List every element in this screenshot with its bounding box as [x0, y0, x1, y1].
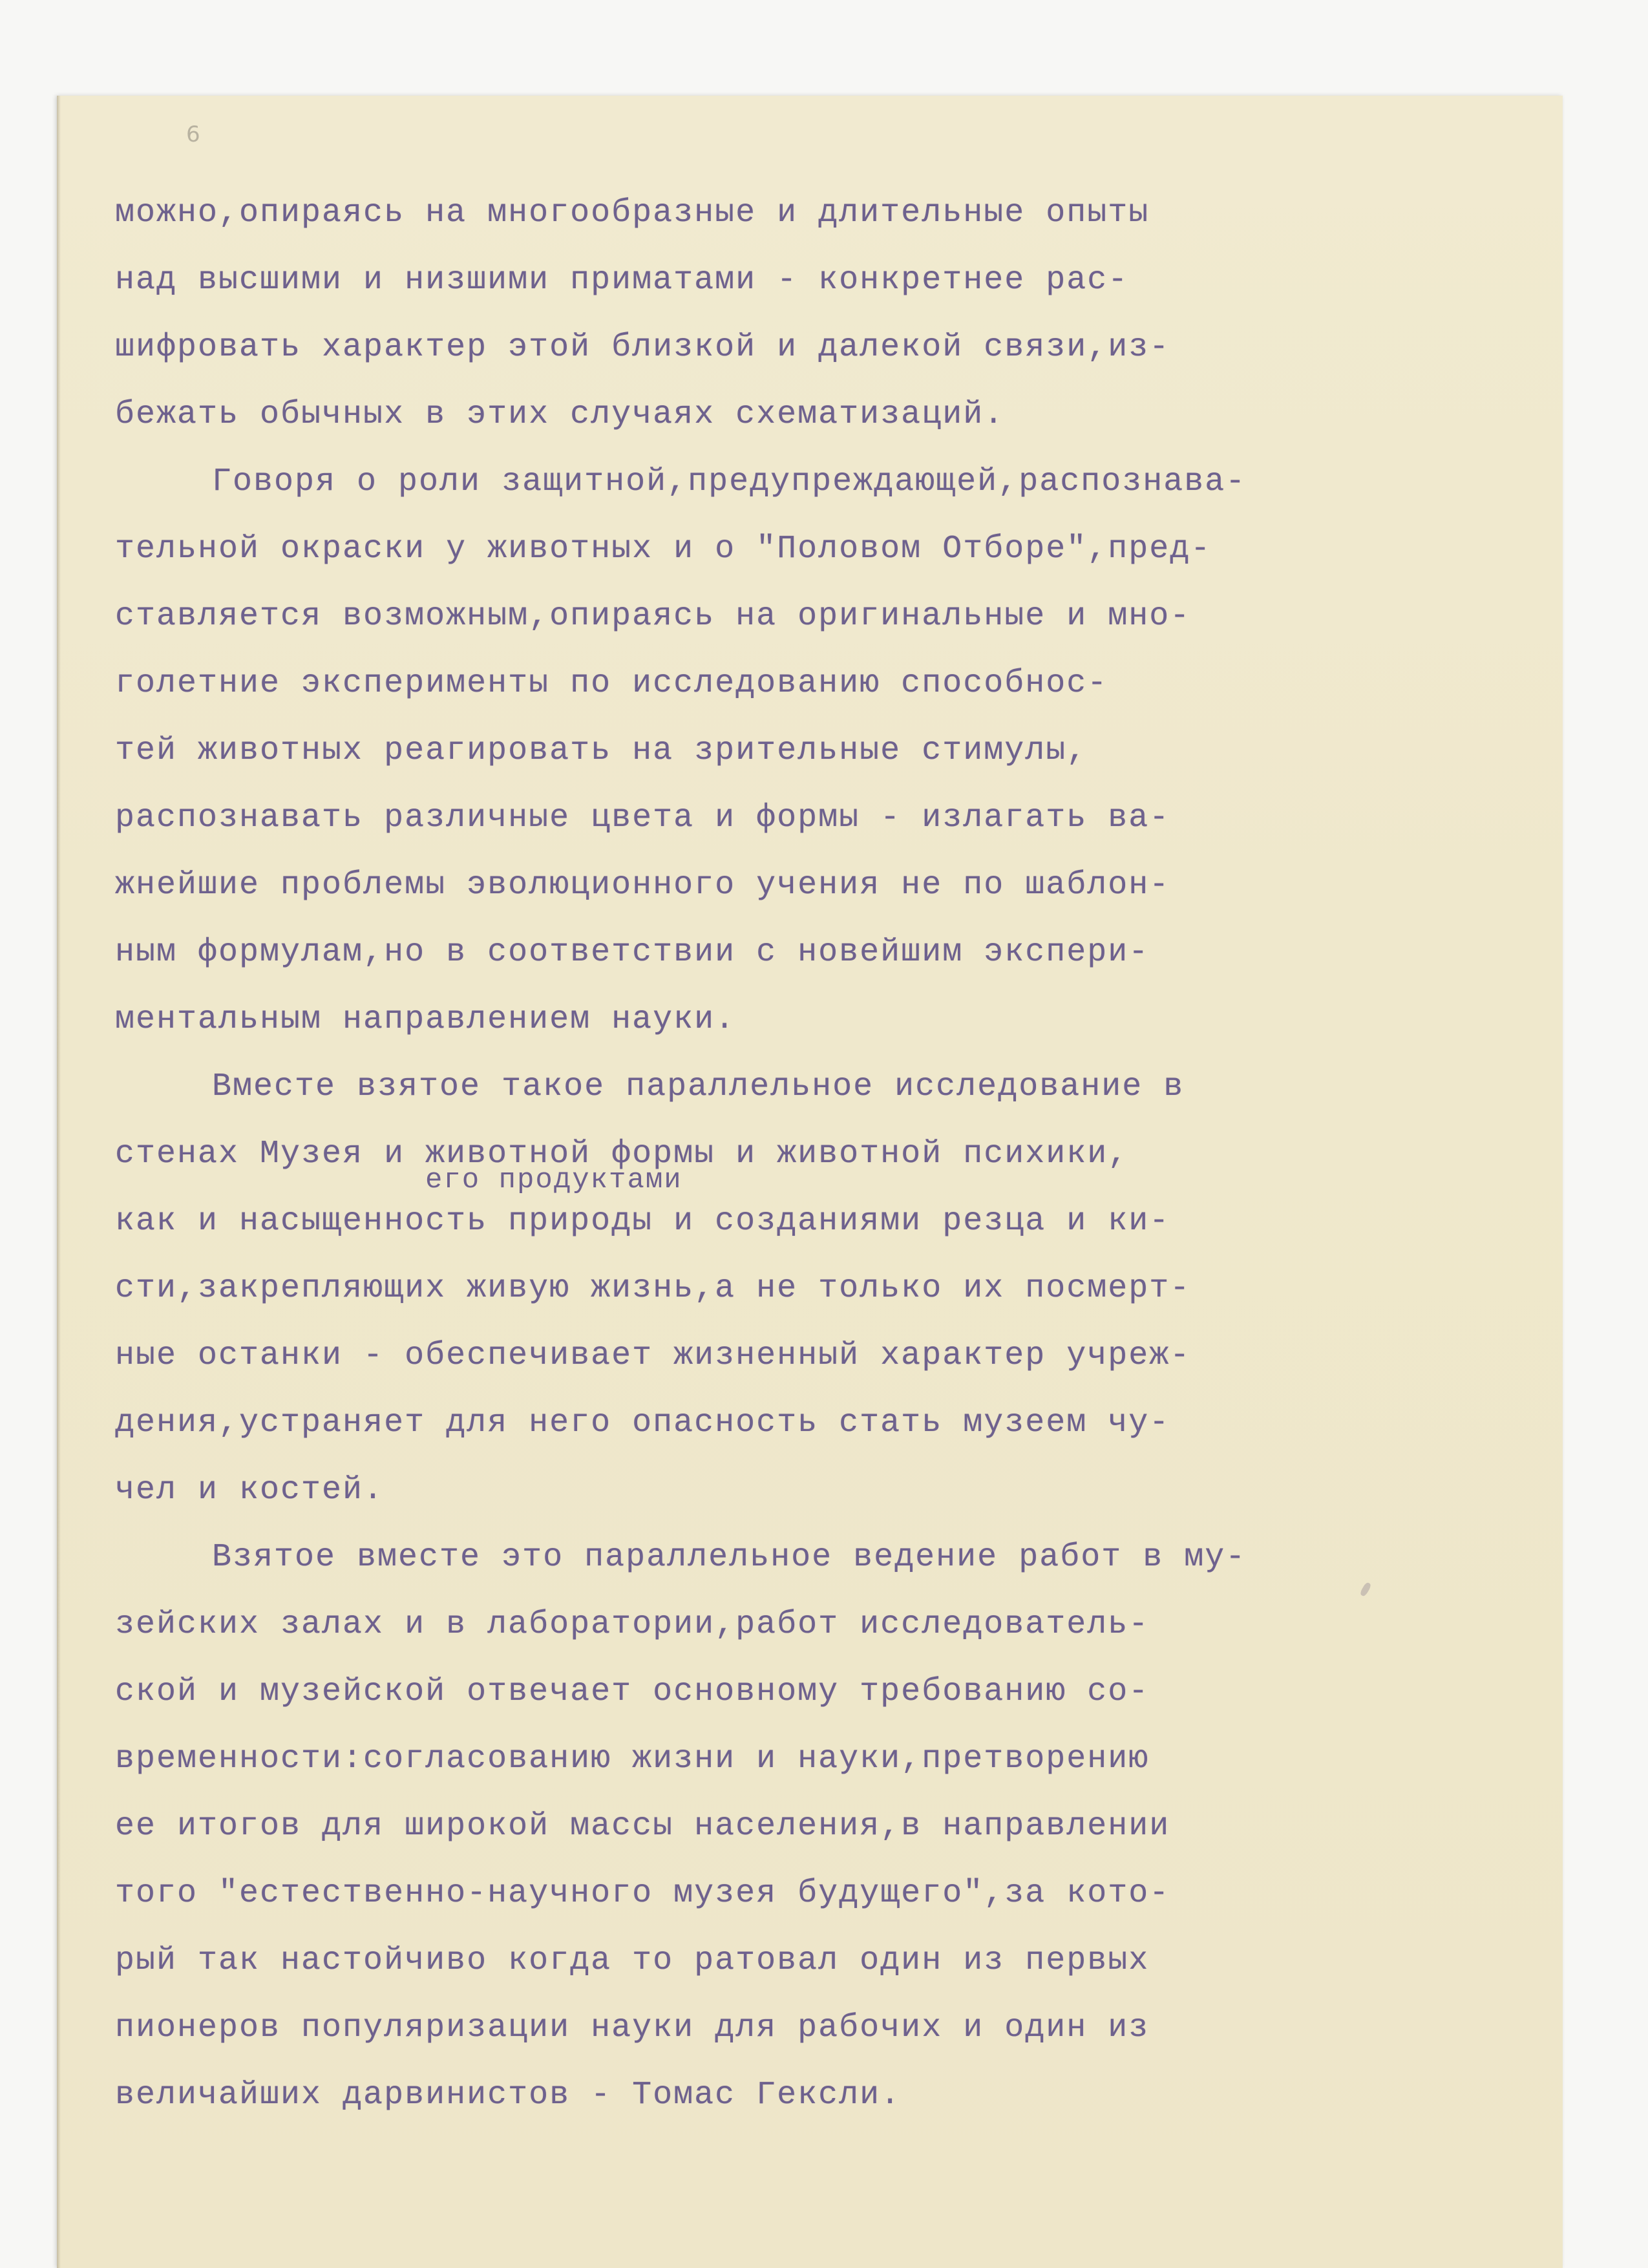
text-line: ставляется возможным,опираясь на оригинальные и мно- [115, 598, 1191, 635]
text-line: распознавать различные цвета и формы - излагать ва- [115, 800, 1170, 836]
paragraph-start-line: Говоря о роли защитной,предупреждающей,распознава- [212, 463, 1247, 500]
text-line: того "естественно-научного музея будущего",за кото- [115, 1875, 1170, 1912]
typewritten-text [115, 180, 1382, 2129]
sheet-edge-shadow [57, 96, 61, 2268]
text-line: зейских залах и в лаборатории,работ исследователь- [115, 1606, 1150, 1643]
text-line: сти,закрепляющих живую жизнь,а не только их посмерт- [115, 1270, 1191, 1307]
text-line: как и насыщенность природы и созданиями резца и ки- [115, 1203, 1170, 1240]
text-line: можно,опираясь на многообразные и длительные опыты [115, 195, 1150, 231]
text-line: чел и костей. [115, 1472, 385, 1509]
text-line: стенах Музея и животной формы и животной психики, [115, 1136, 1129, 1172]
paragraph-start-line: Вместе взятое такое параллельное исследование в [212, 1068, 1185, 1105]
text-line: рый так настойчиво когда то ратовал один из первых [115, 1942, 1150, 1979]
interlinear-insertion: его продуктами [425, 1164, 682, 1196]
text-line: ные останки - обеспечивает жизненный характер учреж- [115, 1337, 1191, 1374]
text-line: пионеров популяризации науки для рабочих и один из [115, 2009, 1150, 2046]
paragraph-start-line: Взятое вместе это параллельное ведение работ в му- [212, 1539, 1247, 1576]
text-line: ской и музейской отвечает основному требованию со- [115, 1673, 1150, 1710]
paper-sheet [57, 96, 1563, 2268]
text-line: голетние эксперименты по исследованию способнос- [115, 665, 1108, 702]
text-line: ным формулам,но в соответствии с новейшим экспери- [115, 934, 1150, 971]
text-line: величайших дарвинистов - Томас Гексли. [115, 2077, 902, 2114]
text-line: ментальным направлением науки. [115, 1001, 736, 1038]
text-line: над высшими и низшими приматами - конкретнее рас- [115, 262, 1129, 299]
text-line: дения,устраняет для него опасность стать музеем чу- [115, 1404, 1170, 1441]
page-number-mark: 6 [186, 122, 200, 147]
text-line: тей животных реагировать на зрительные стимулы, [115, 732, 1088, 769]
text-line: тельной окраски у животных и о "Половом Отборе",пред- [115, 531, 1212, 567]
text-line: ее итогов для широкой массы населения,в направлении [115, 1808, 1170, 1845]
text-line: бежать обычных в этих случаях схематизаций. [115, 396, 1005, 433]
text-line: шифровать характер этой близкой и далекой связи,из- [115, 329, 1170, 366]
text-line: жнейшие проблемы эволюционного учения не по шаблон- [115, 867, 1170, 904]
text-line: временности:согласованию жизни и науки,претворению [115, 1741, 1150, 1777]
